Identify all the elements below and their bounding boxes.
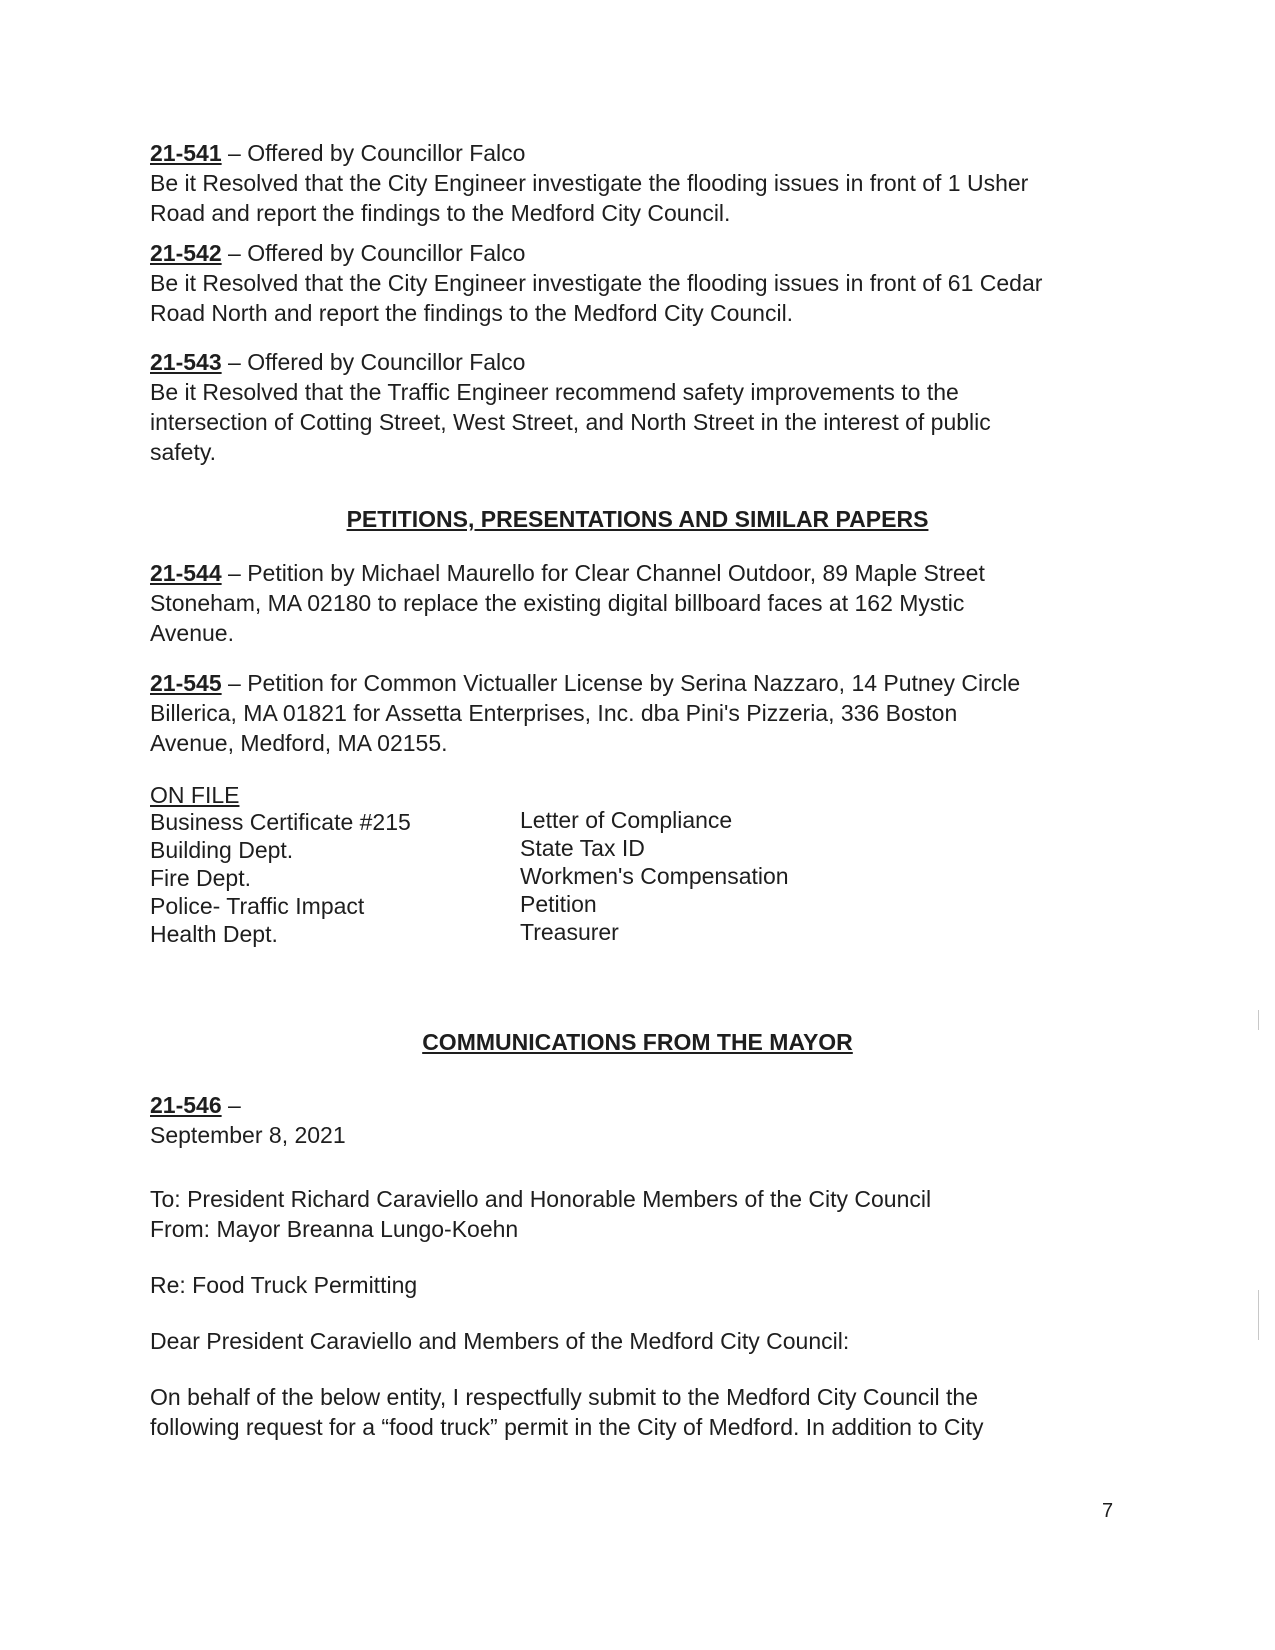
on-file-entry: Treasurer — [520, 919, 619, 945]
on-file-title: ON FILE — [150, 782, 240, 808]
item-text-line: Road and report the findings to the Medford City Council. — [150, 200, 731, 226]
item-number: 21-545 — [150, 670, 222, 696]
on-file-entry: Health Dept. — [150, 921, 278, 947]
item-text-line: Be it Resolved that the City Engineer investigate the flooding issues in front of 1 Usher — [150, 170, 1029, 196]
letter-body-line: following request for a “food truck” permit in the City of Medford. In addition to City — [150, 1414, 984, 1440]
page-number: 7 — [1102, 1500, 1114, 1522]
on-file-entry: Building Dept. — [150, 837, 294, 863]
item-number: 21-543 — [150, 349, 222, 375]
on-file-entry: Petition — [520, 891, 597, 917]
mayor-heading: COMMUNICATIONS FROM THE MAYOR — [422, 1029, 853, 1055]
letter-to: To: President Richard Caraviello and Honorable Members of the City Council — [150, 1186, 932, 1212]
on-file-entry: Workmen's Compensation — [520, 863, 789, 889]
letter-salutation: Dear President Caraviello and Members of the Medford City Council: — [150, 1328, 850, 1354]
item-text-line: – Petition for Common Victualler License by Serina Nazzaro, 14 Putney Circle — [221, 670, 1021, 696]
item-text-line: Stoneham, MA 02180 to replace the existing digital billboard faces at 162 Mystic — [150, 590, 965, 616]
on-file-entry: State Tax ID — [520, 835, 645, 861]
item-text-line: Avenue. — [150, 620, 234, 646]
item-text-line: Avenue, Medford, MA 02155. — [150, 730, 448, 756]
scan-margin-mark — [1258, 1010, 1259, 1030]
on-file-entry: Business Certificate #215 — [150, 809, 411, 835]
on-file-entry: Fire Dept. — [150, 865, 251, 891]
letter-body-line: On behalf of the below entity, I respectfully submit to the Medford City Council the — [150, 1384, 978, 1410]
item-text-line: Be it Resolved that the Traffic Engineer recommend safety improvements to the — [150, 379, 959, 405]
item-number: 21-544 — [150, 560, 222, 586]
on-file-left-list — [150, 808, 411, 948]
petitions-heading: PETITIONS, PRESENTATIONS AND SIMILAR PAPERS — [346, 506, 929, 532]
communication-21-546 — [150, 1090, 1110, 1150]
item-text-line: Road North and report the findings to the Medford City Council. — [150, 300, 794, 326]
item-text-line: Be it Resolved that the City Engineer investigate the flooding issues in front of 61 Cedar — [150, 270, 1043, 296]
resolution-21-542 — [150, 238, 1110, 328]
letter-date: September 8, 2021 — [150, 1122, 346, 1148]
on-file-right-list — [520, 806, 789, 946]
item-number: 21-541 — [150, 140, 222, 166]
letter-body — [150, 1382, 1110, 1442]
item-number: 21-542 — [150, 240, 222, 266]
item-intro: – Offered by Councillor Falco — [221, 140, 526, 166]
on-file-entry: Letter of Compliance — [520, 807, 733, 833]
letter-re: Re: Food Truck Permitting — [150, 1272, 418, 1298]
item-dash: – — [221, 1092, 241, 1118]
petition-21-545 — [150, 668, 1110, 758]
scan-margin-mark — [1258, 1290, 1259, 1340]
item-text-line: Billerica, MA 01821 for Assetta Enterprises, Inc. dba Pini's Pizzeria, 336 Boston — [150, 700, 958, 726]
resolution-21-543 — [150, 347, 1110, 467]
on-file-entry: Police- Traffic Impact — [150, 893, 365, 919]
item-text-line: intersection of Cotting Street, West Street, and North Street in the interest of public — [150, 409, 991, 435]
item-intro: – Offered by Councillor Falco — [221, 240, 526, 266]
item-intro: – Offered by Councillor Falco — [221, 349, 526, 375]
letter-from: From: Mayor Breanna Lungo-Koehn — [150, 1216, 519, 1242]
letter-address — [150, 1184, 1110, 1244]
resolution-21-541 — [150, 138, 1110, 228]
item-text-line: safety. — [150, 439, 217, 465]
item-text-line: – Petition by Michael Maurello for Clear Channel Outdoor, 89 Maple Street — [221, 560, 985, 586]
petition-21-544 — [150, 558, 1110, 648]
item-number: 21-546 — [150, 1092, 222, 1118]
